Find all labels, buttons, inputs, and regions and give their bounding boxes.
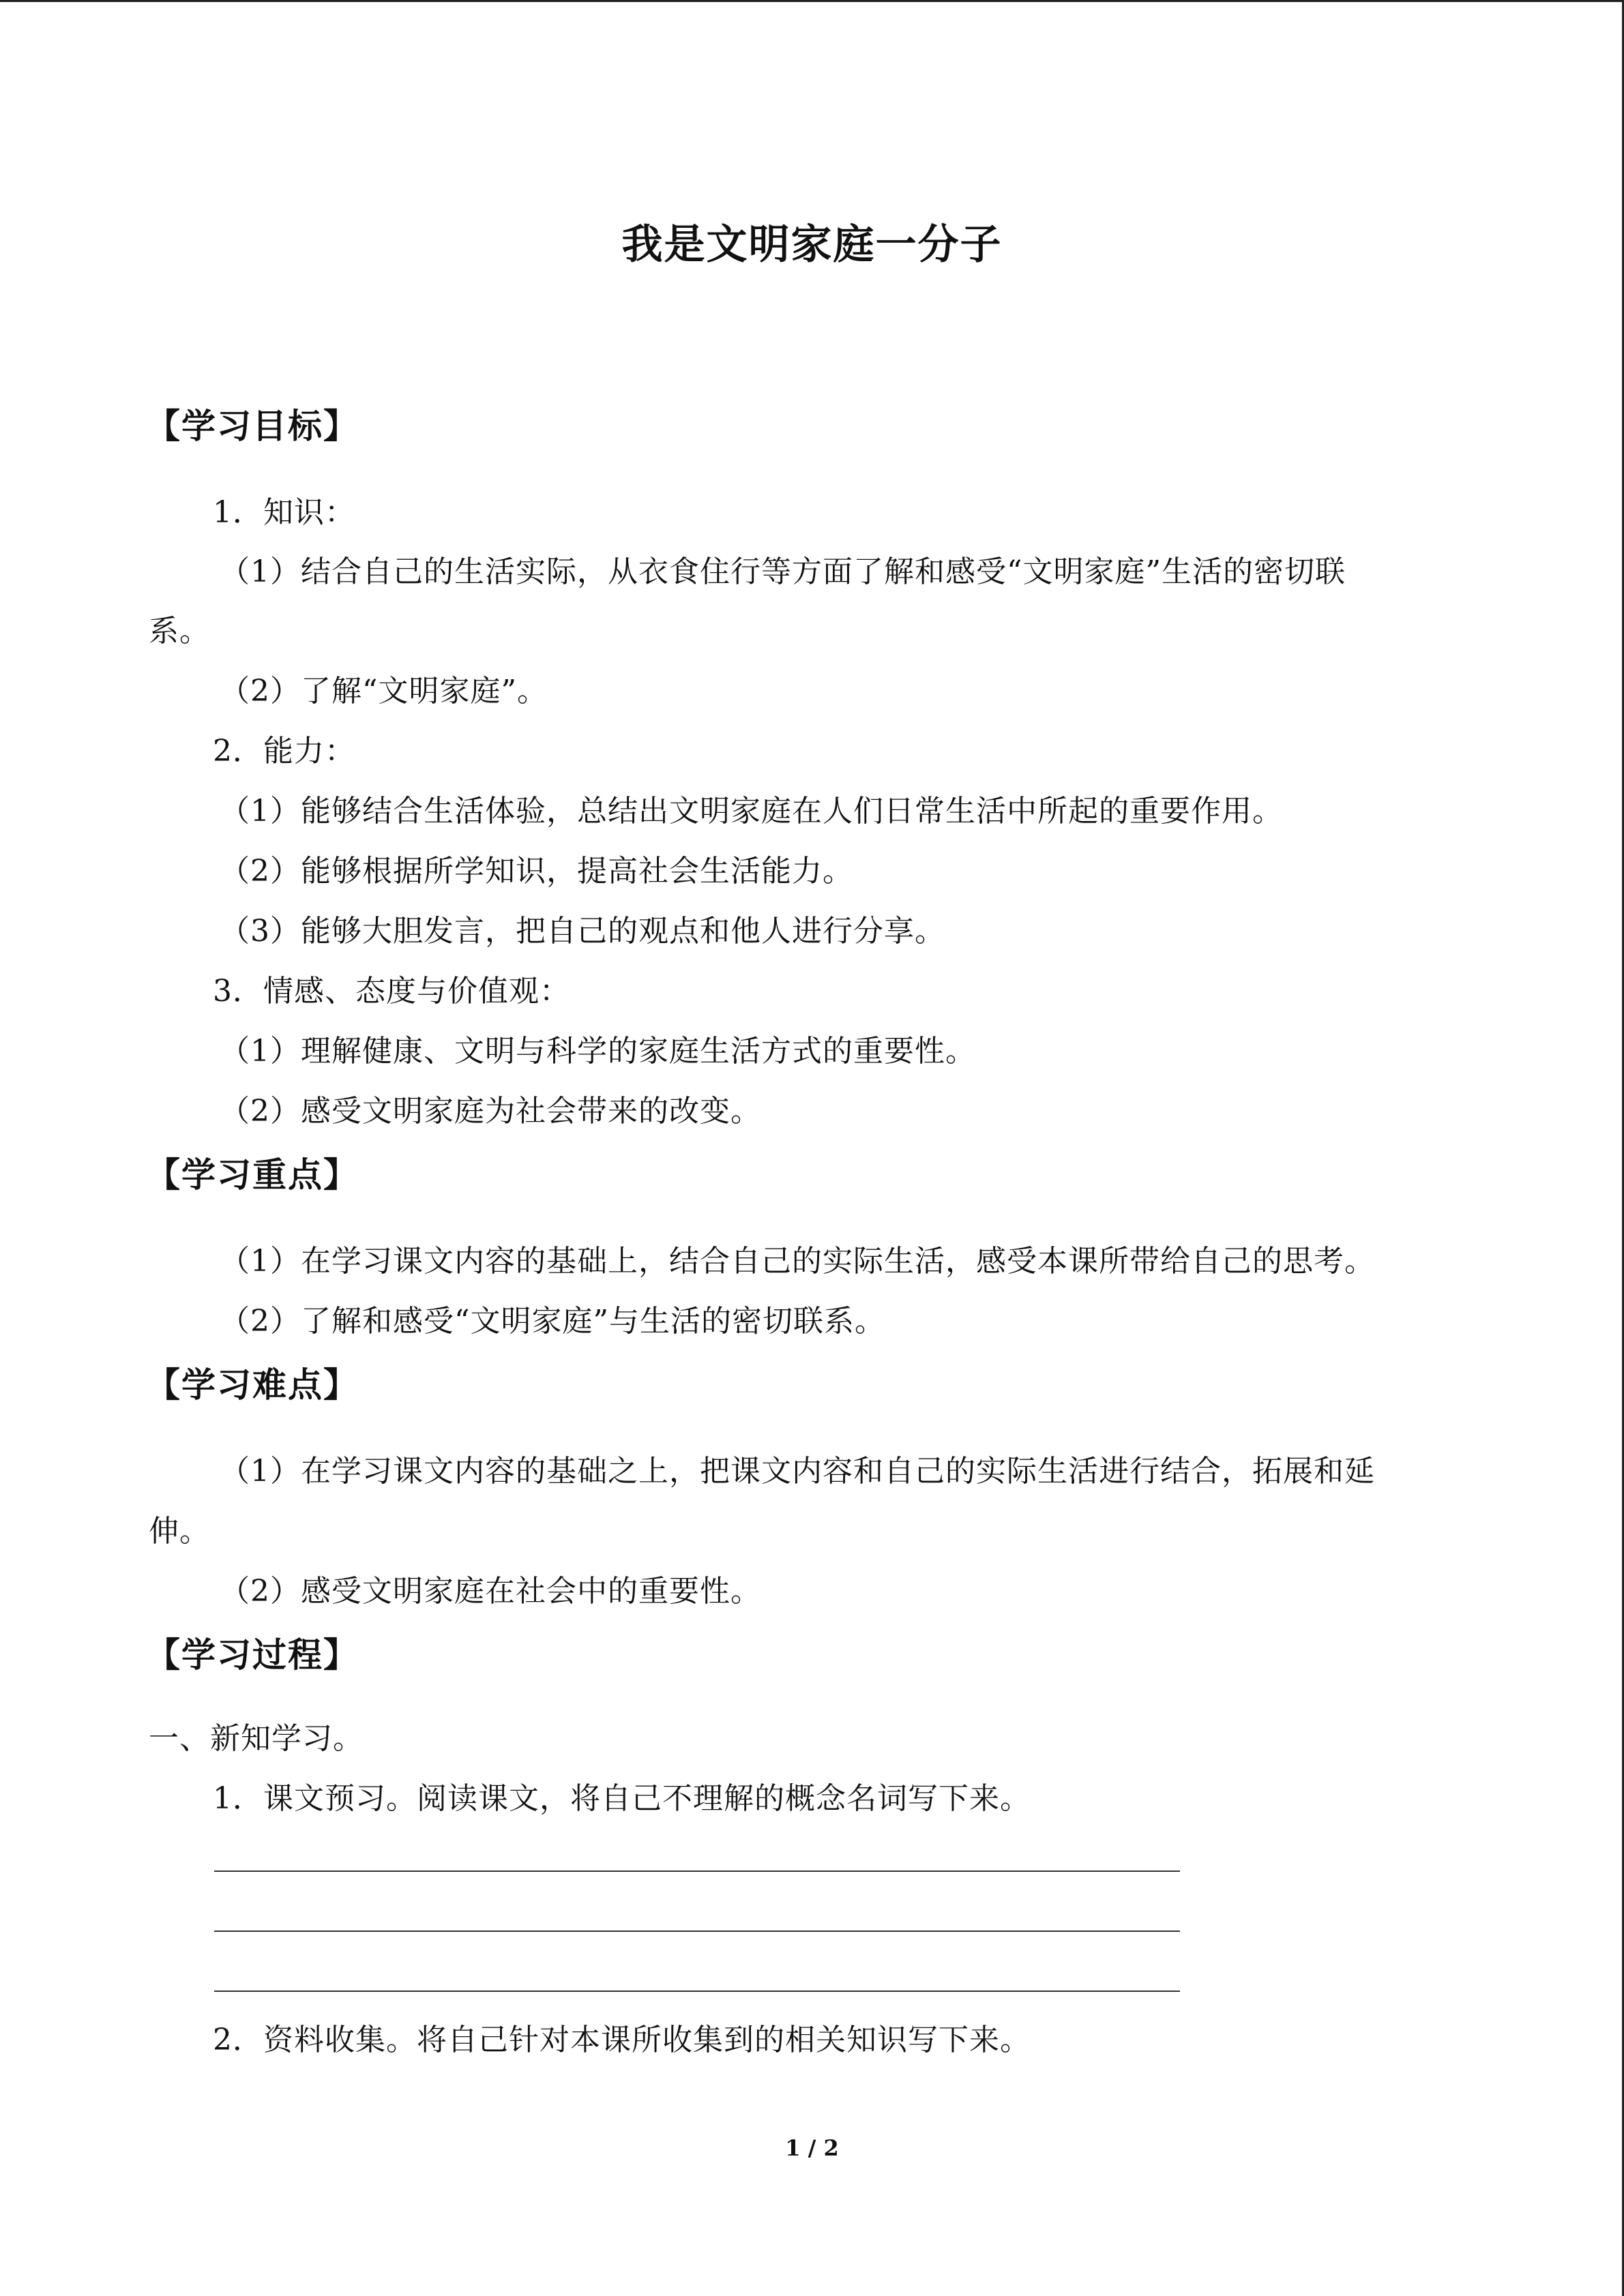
- difficulty-item-2: （2）感受文明家庭在社会中的重要性。: [220, 1574, 761, 1609]
- process-step-2: 2．资料收集。将自己针对本课所收集到的相关知识写下来。: [213, 2023, 1031, 2057]
- page-number: 1 / 2: [785, 2135, 839, 2161]
- answer-line-2[interactable]: [214, 1930, 1180, 1932]
- answer-line-1[interactable]: [214, 1870, 1180, 1872]
- process-step-1: 1．课文预习。阅读课文，将自己不理解的概念名词写下来。: [213, 1781, 1031, 1816]
- heading-difficulties: 【学习难点】: [146, 1365, 359, 1405]
- process-part-1: 一、新知学习。: [149, 1721, 364, 1756]
- knowledge-item-1a: （1）结合自己的生活实际，从衣食住行等方面了解和感受“文明家庭”生活的密切联: [220, 554, 1346, 589]
- knowledge-item-2: （2）了解“文明家庭”。: [220, 674, 548, 709]
- ability-item-2: （2）能够根据所学知识，提高社会生活能力。: [220, 854, 853, 889]
- key-point-2: （2）了解和感受“文明家庭”与生活的密切联系。: [220, 1304, 885, 1339]
- difficulty-item-1a: （1）在学习课文内容的基础之上，把课文内容和自己的实际生活进行结合，拓展和延: [220, 1454, 1375, 1489]
- answer-line-3[interactable]: [214, 1991, 1180, 1992]
- emotion-item-2: （2）感受文明家庭为社会带来的改变。: [220, 1094, 761, 1129]
- heading-objectives: 【学习目标】: [146, 406, 359, 446]
- heading-key-points: 【学习重点】: [146, 1155, 359, 1195]
- key-point-1: （1）在学习课文内容的基础上，结合自己的实际生活，感受本课所带给自己的思考。: [220, 1244, 1375, 1279]
- heading-process: 【学习过程】: [146, 1635, 359, 1675]
- knowledge-label: 1．知识：: [213, 495, 355, 530]
- page-title: 我是文明家庭一分子: [621, 221, 1003, 269]
- ability-item-3: （3）能够大胆发言，把自己的观点和他人进行分享。: [220, 914, 945, 949]
- emotion-item-1: （1）理解健康、文明与科学的家庭生活方式的重要性。: [220, 1034, 976, 1069]
- ability-label: 2．能力：: [213, 734, 355, 769]
- ability-item-1: （1）能够结合生活体验，总结出文明家庭在人们日常生活中所起的重要作用。: [220, 794, 1283, 829]
- difficulty-item-1b: 伸。: [149, 1514, 210, 1549]
- emotion-label: 3．情感、态度与价值观：: [213, 974, 570, 1009]
- knowledge-item-1b: 系。: [149, 614, 210, 648]
